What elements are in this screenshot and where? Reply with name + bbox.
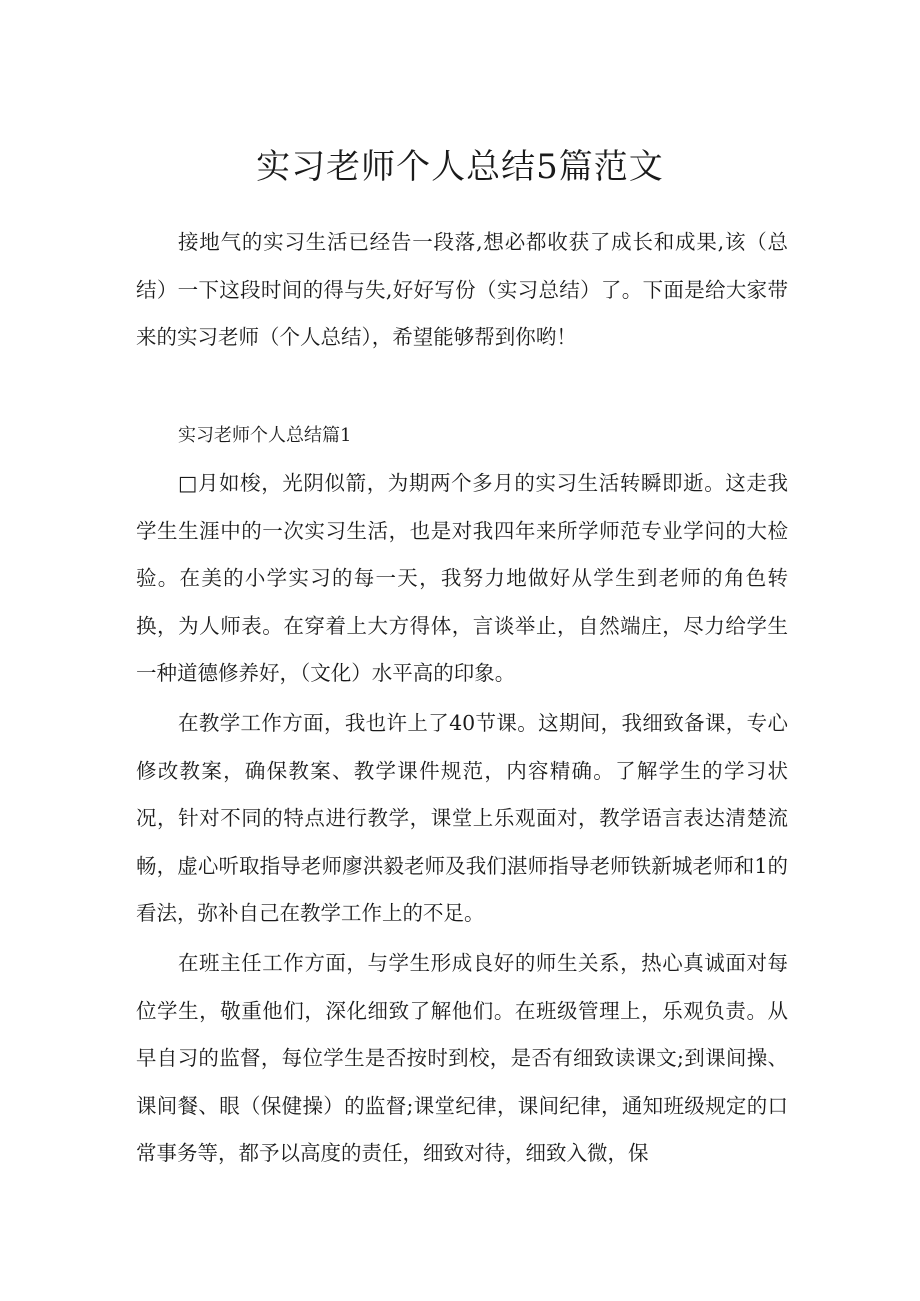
intro-paragraph: 接地气的实习生活已经告一段落,想必都收获了成长和成果,该（总结）一下这段时间的得与失,好好写份（实习总结）了。下面是给大家带来的实习老师（个人总结），希望能够帮到你哟！ bbox=[136, 230, 788, 349]
body-paragraph: 在班主任工作方面，与学生形成良好的师生关系，热心真诚面对每位学生，敬重他们，深化细致了解他们。在班级管理上，乐观负责。从早自习的监督，每位学生是否按时到校，是否有细致读课文;到课间操、课间餐、眼（保健操）的监督;课堂纪律，课间纪律，通知班级规定的口常事务等，都予以高度的责任，细致对待，细致入微，保 bbox=[136, 951, 788, 1165]
body-paragraph: □月如梭，光阴似箭，为期两个多月的实习生活转瞬即逝。这走我学生生涯中的一次实习生活，也是对我四年来所学师范专业学问的大检验。在美的小学实习的每一天，我努力地做好从学生到老师的角色转换，为人师表。在穿着上大方得体，言谈举止，自然端庄，尽力给学生一种道德修养好，（文化）水平高的印象。 bbox=[136, 471, 788, 685]
section-heading: 实习老师个人总结篇1 bbox=[178, 425, 352, 446]
page-title: 实习老师个人总结5篇范文 bbox=[256, 147, 664, 187]
body-paragraph: 在教学工作方面，我也许上了40节课。这期间，我细致备课，专心修改教案，确保教案、教学课件规范，内容精确。了解学生的学习状况，针对不同的特点进行教学，课堂上乐观面对，教学语言表达清楚流畅，虚心听取指导老师廖洪毅老师及我们湛师指导老师铁新城老师和1的看法，弥补自己在教学工作上的不足。 bbox=[136, 711, 788, 925]
